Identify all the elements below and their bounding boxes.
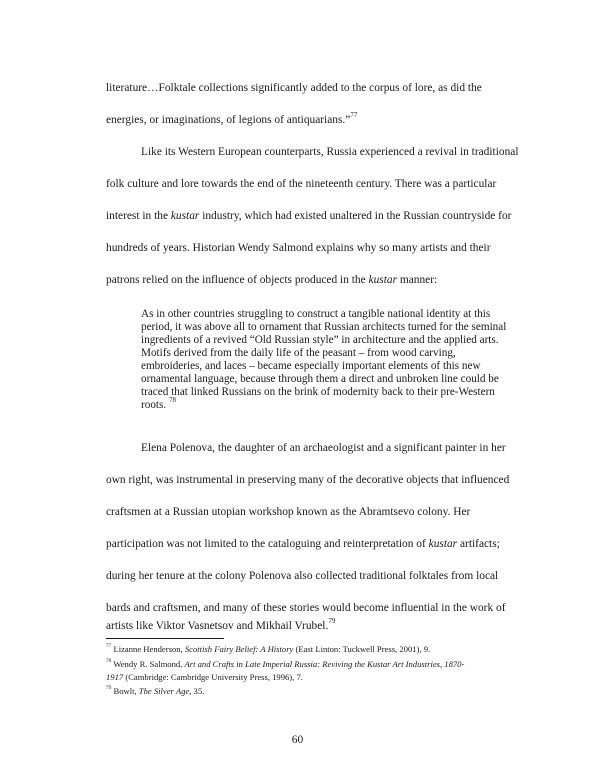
text-line: hundreds of years. Historian Wendy Salmond explains why so many artists and their	[106, 242, 491, 254]
footnote: $^{78}$ Wendy R. Salmond, Art and Crafts in Late Imperial Russia: Reviving the Kustar Art Industries, 1870-	[106, 658, 465, 669]
footnote-ref: 77	[350, 111, 358, 120]
text-line: Elena Polenova, the daughter of an archaeologist and a significant painter in her	[141, 442, 506, 454]
quote-line: traced that linked Russians on the brink of modernity back to their pre-Western	[141, 386, 495, 398]
footnote: $^{79}$ Bowlt, The Silver Age, 35.	[106, 685, 205, 696]
quote-line: embroideries, and laces – became especially important elements of this new	[141, 360, 481, 372]
page-number: 60	[291, 734, 304, 746]
text-line: Like its Western European counterparts, Russia experienced a revival in traditional	[141, 146, 519, 158]
text-line: during her tenure at the colony Polenova also collected traditional folktales from local	[106, 570, 499, 582]
text-line: participation was not limited to the cataloguing and reinterpretation of kustar artifacts;	[106, 538, 500, 550]
quote-line: ingredients of a revived “Old Russian style” in architecture and the applied arts.	[141, 334, 499, 346]
footnote-ref: 79	[328, 617, 336, 626]
footnote-ref: 78	[168, 396, 176, 405]
quote-line: As in other countries struggling to construct a tangible national identity at this	[141, 308, 491, 320]
quote-line: period, it was above all to ornament that Russian architects turned for the seminal	[141, 321, 507, 333]
footnote-continuation: 1917 (Cambridge: Cambridge University Press, 1996), 7.	[106, 672, 303, 682]
text-line: literature…Folktale collections significantly added to the corpus of lore, as did the	[106, 82, 482, 94]
quote-line: Motifs derived from the daily life of the peasant – from wood carving,	[141, 347, 456, 359]
text-line: artists like Viktor Vasnetsov and Mikhail Vrubel.$^{79}$	[106, 617, 336, 632]
footnote-separator	[106, 638, 224, 639]
text-line: energies, or imaginations, of legions of antiquarians.”$^{77}$	[106, 111, 358, 126]
footnote: $^{77}$ Lizanne Henderson, Scottish Fairy Belief: A History (East Linton: Tuckwell Press, 2001), 9.	[106, 643, 431, 654]
text-line: bards and craftsmen, and many of these stories would become influential in the work of	[106, 602, 506, 614]
quote-line: roots. $^{78}$	[141, 396, 176, 411]
text-line: own right, was instrumental in preserving many of the decorative objects that influenced	[106, 474, 510, 486]
quote-line: ornamental language, because through them a direct and unbroken line could be	[141, 373, 499, 385]
text-line: folk culture and lore towards the end of the nineteenth century. There was a particular	[106, 178, 497, 190]
text-line: interest in the kustar industry, which had existed unaltered in the Russian countryside for	[106, 210, 512, 222]
text-line: patrons relied on the influence of objects produced in the kustar manner:	[106, 274, 438, 286]
text-line: craftsmen at a Russian utopian workshop known as the Abramtsevo colony. Her	[106, 506, 471, 518]
